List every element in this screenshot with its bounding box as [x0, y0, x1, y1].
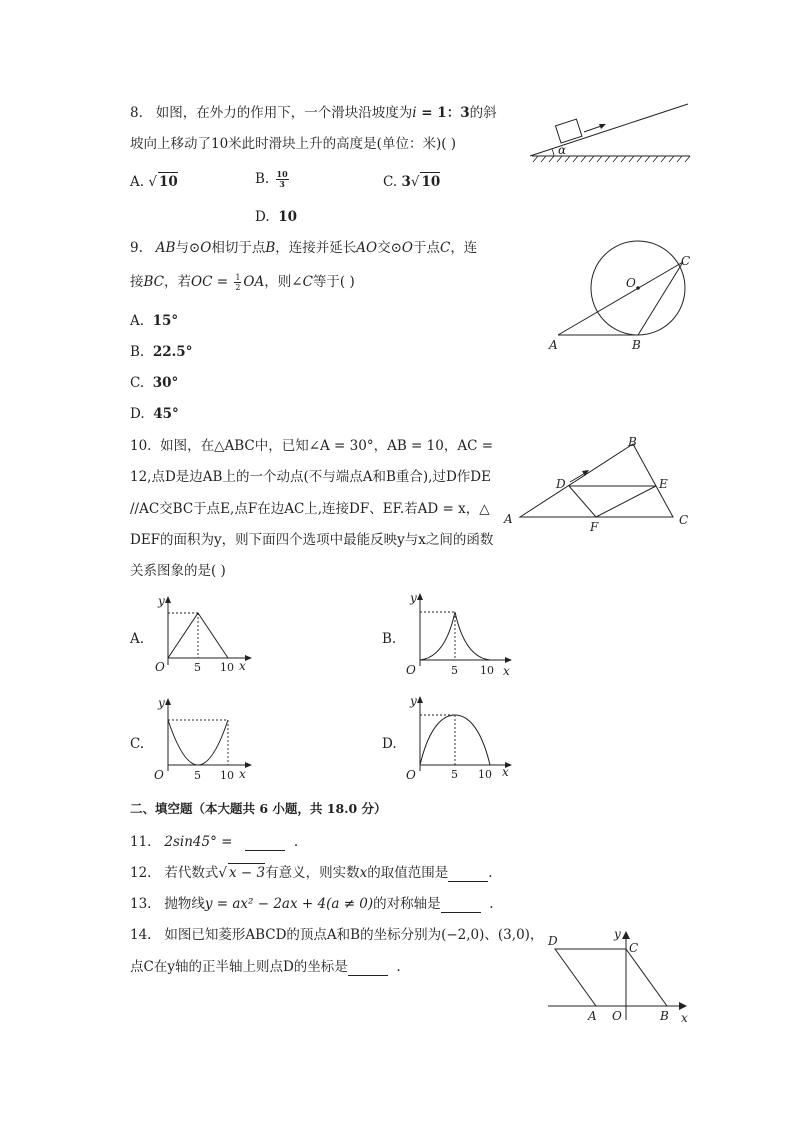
- q14-answer-blank[interactable]: [348, 975, 388, 976]
- svg-text:x: x: [239, 659, 246, 673]
- svg-text:D: D: [548, 934, 558, 948]
- q9-line2: 接BC，若OC = $\frac{1}{2}$ OA，则∠C等于( ): [130, 273, 355, 292]
- graph-c-curve: [168, 720, 228, 765]
- q10-label-b: B: [628, 435, 637, 449]
- q10-parallelogram: [569, 486, 656, 517]
- q13: 13. 抛物线y = ax² − 2ax + 4(a ≠ 0)的对称轴是 .: [130, 896, 494, 912]
- q9-center-dot: [636, 286, 640, 290]
- svg-text:A: A: [588, 1009, 597, 1023]
- q9-line-ac: [558, 262, 683, 335]
- svg-text:y: y: [158, 696, 165, 710]
- q10-label-f: F: [590, 520, 599, 534]
- q10-graph-a[interactable]: [150, 593, 260, 678]
- svg-text:10: 10: [220, 769, 234, 782]
- q10-graph-b-letter[interactable]: B.: [382, 631, 397, 647]
- q8-alpha-label: α: [558, 143, 567, 157]
- q9-circle-figure: [545, 238, 705, 353]
- q9-option-a[interactable]: A. 15°: [130, 313, 179, 329]
- q8-arrow-head: [599, 124, 606, 129]
- q8-line2: 坡向上移动了10米此时滑块上升的高度是(单位：米)( ): [130, 136, 457, 152]
- q8-option-a-value: 10: [158, 174, 178, 190]
- q9-line-bc: [638, 262, 683, 335]
- svg-text:5: 5: [194, 769, 201, 782]
- q10-graph-c[interactable]: [150, 695, 260, 785]
- svg-text:x: x: [502, 765, 509, 779]
- q10-label-a: A: [504, 512, 513, 526]
- svg-text:x: x: [681, 1011, 688, 1025]
- q14-line1: 14. 如图已知菱形ABCD的顶点A和B的坐标分别为(−2,0)、(3,0)，: [130, 927, 544, 943]
- q10-label-e: E: [659, 477, 668, 491]
- q9-line1: 9. AB与⊙O相切于点B，连接并延长AO交⊙O于点C，连: [130, 240, 478, 256]
- q8-text-1: 如图，在外力的作用下，一个滑块沿坡度为: [155, 105, 413, 121]
- svg-text:x: x: [503, 664, 510, 678]
- q8-option-b-fraction: $\frac{10}{3}$: [276, 169, 288, 189]
- svg-text:C: C: [629, 941, 639, 955]
- q10-line5: 关系图象的是( ): [130, 563, 226, 579]
- section-title: 二、填空题（本大题共 6 小题，共 18.0 分）: [130, 801, 387, 816]
- svg-text:5: 5: [451, 664, 458, 677]
- svg-text:B: B: [660, 1009, 669, 1023]
- svg-text:y: y: [410, 591, 417, 605]
- q8-ground-hatch: [533, 156, 690, 162]
- q10-label-c: C: [679, 513, 689, 527]
- q10-triangle-abc: [520, 444, 673, 517]
- q9-label-c: C: [681, 254, 691, 268]
- q14-rhombus: [555, 949, 667, 1006]
- svg-text:10: 10: [220, 661, 234, 674]
- q8-option-c-value: 10: [421, 174, 441, 190]
- q9-option-c[interactable]: C. 30°: [130, 375, 179, 391]
- svg-text:x: x: [239, 767, 246, 781]
- q9-label-o: O: [626, 276, 636, 290]
- svg-text:O: O: [155, 660, 165, 674]
- q10-line1: 10. 如图，在△ABC中，已知∠A = 30°，AB = 10，AC =: [130, 438, 494, 454]
- q9-option-b[interactable]: B. 22.5°: [130, 344, 193, 360]
- q10-graph-a-letter[interactable]: A.: [130, 631, 145, 647]
- q8-option-a[interactable]: A. √ 10: [130, 174, 178, 190]
- q8-text-1-end: 的斜: [469, 105, 497, 121]
- q13-answer-blank[interactable]: [441, 912, 481, 913]
- q10-line4: DEF的面积为y，则下面四个选项中最能反映y与x之间的函数: [130, 532, 494, 548]
- svg-text:O: O: [154, 768, 164, 782]
- q9-label-a: A: [549, 338, 558, 352]
- q12: 12. 若代数式√ x − 3有意义，则实数x的取值范围是 .: [130, 865, 493, 881]
- q10-triangle-figure: [500, 432, 700, 532]
- q10-graph-d-letter[interactable]: D.: [382, 736, 397, 752]
- svg-text:y: y: [614, 927, 621, 941]
- q10-label-d: D: [556, 477, 566, 491]
- svg-text:O: O: [612, 1009, 622, 1023]
- q8-ratio-value: = 1：3: [416, 105, 470, 121]
- q8-slope-line: [530, 104, 688, 156]
- q9-label-b: B: [632, 338, 641, 352]
- q10-graph-d[interactable]: [402, 693, 522, 783]
- q8-option-c[interactable]: C. 3√ 10: [383, 174, 441, 190]
- q8-ratio-var: i: [412, 105, 417, 121]
- q8-block: [555, 119, 581, 143]
- q10-line2: 12,点D是边AB上的一个动点(不与端点A和B重合),过D作DE: [130, 469, 491, 485]
- svg-text:y: y: [410, 694, 417, 708]
- q14-rhombus-figure: [540, 925, 700, 1025]
- svg-text:10: 10: [480, 664, 494, 677]
- svg-text:5: 5: [194, 661, 201, 674]
- q12-answer-blank[interactable]: [448, 881, 488, 882]
- q14-line2: 点C在y轴的正半轴上则点D的坐标是 .: [130, 959, 401, 975]
- svg-text:10: 10: [478, 768, 492, 781]
- q9-fraction: $\frac{1}{2}$: [235, 273, 241, 292]
- q8-slope-figure: [520, 98, 695, 170]
- q9-option-d[interactable]: D. 45°: [130, 406, 179, 422]
- q8-option-b[interactable]: B. $\frac{10}{3}$: [255, 169, 288, 189]
- svg-text:O: O: [406, 663, 416, 677]
- q11: 11. 2sin45° = .: [130, 834, 299, 850]
- q10-graph-b[interactable]: [402, 590, 522, 680]
- q8-option-d[interactable]: D. 10: [255, 209, 298, 225]
- svg-text:O: O: [406, 768, 416, 782]
- svg-text:5: 5: [451, 768, 458, 781]
- q8-angle-arc: [552, 149, 554, 156]
- q8-line1: [130, 104, 497, 122]
- q8-number: 8.: [130, 105, 143, 121]
- q10-line3: //AC交BC于点E,点F在边AC上,连接DF、EF.若AD = x，△: [130, 501, 490, 517]
- q10-graph-c-letter[interactable]: C.: [130, 736, 145, 752]
- graph-a-curve: [168, 613, 228, 658]
- svg-text:y: y: [158, 594, 165, 608]
- q11-answer-blank[interactable]: [245, 850, 285, 851]
